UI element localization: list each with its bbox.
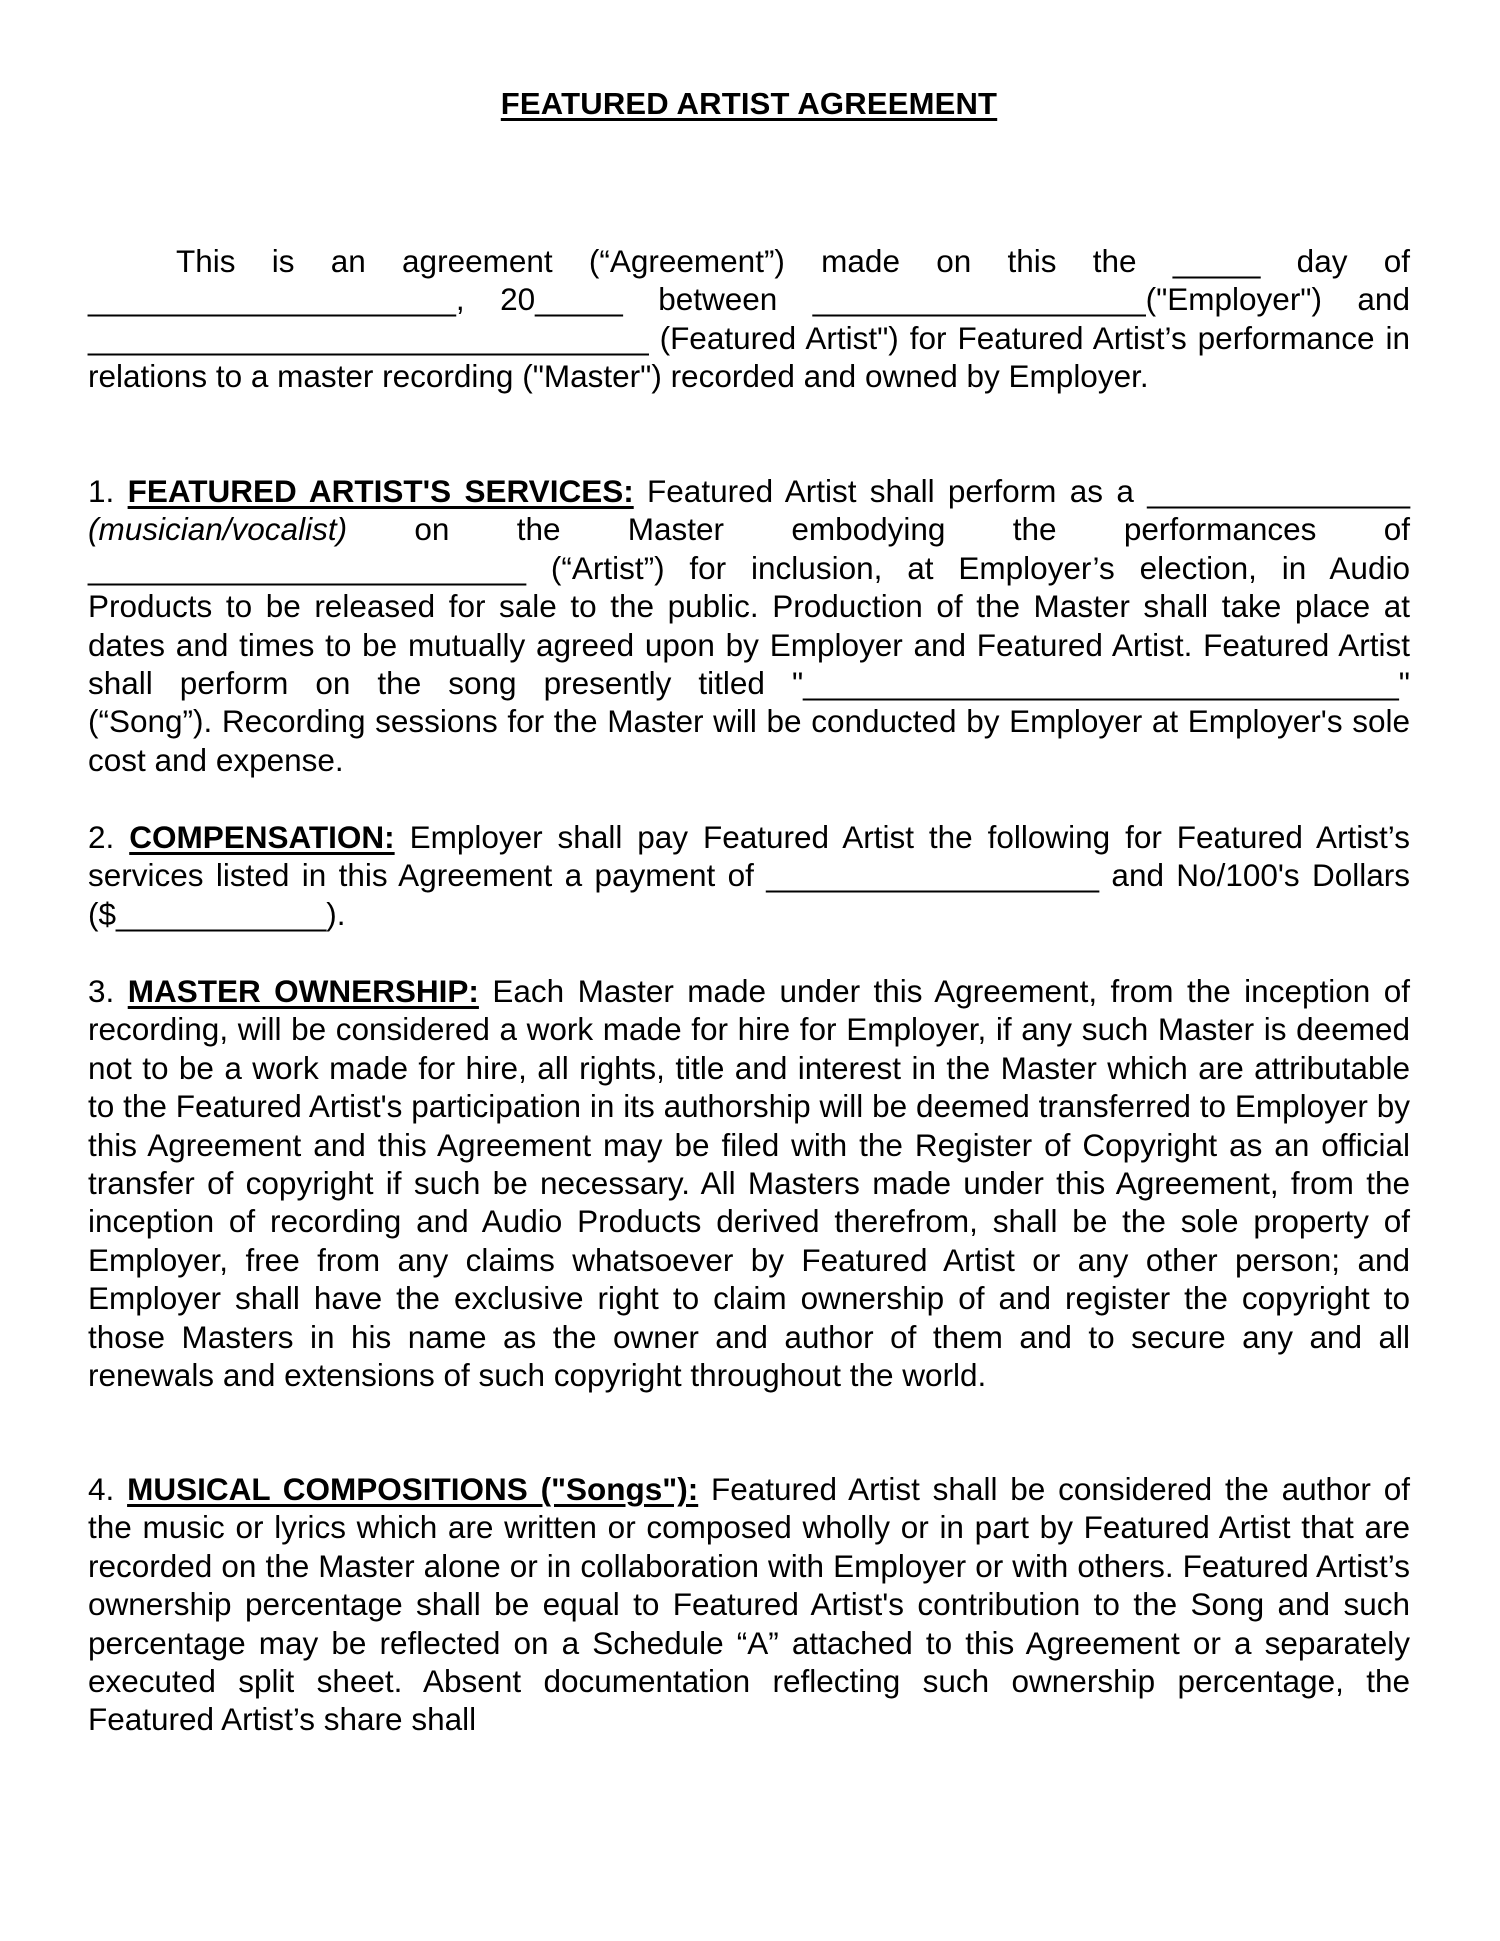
section-2-heading: COMPENSATION: bbox=[129, 819, 395, 855]
section-1-text-a: Featured Artist shall perform as a bbox=[647, 473, 1134, 509]
section-1-role: (musician/vocalist) bbox=[88, 511, 348, 548]
blank-artist: _________________________ bbox=[88, 549, 526, 586]
intro-paragraph bbox=[88, 242, 1410, 396]
section-1-heading: FEATURED ARTIST'S SERVICES: bbox=[127, 473, 634, 509]
intro-text-b: day of bbox=[1296, 243, 1410, 279]
blank-year: _____ bbox=[535, 281, 623, 318]
intro-text-e: ("Employer") and bbox=[1145, 281, 1410, 318]
section-2-text-a: Employer shall pay Featured Artist the following for Featured Artist’s services listed in this Agreement a payment of bbox=[88, 819, 1410, 894]
section-1-text-c: (“Artist”) for inclusion, at Employer’s election, in Audio Products to be released for sale to the public. Production of the Master shall take place at dates and times to be mutually agreed upon by Employer and Featured Artist. Featured Artist shall perform on the song presently titled bbox=[88, 549, 1410, 702]
intro-text-a: This is an agreement (“Agreement”) made on this the bbox=[176, 243, 1137, 279]
blank-employer: ___________________ bbox=[812, 281, 1146, 318]
document-title: FEATURED ARTIST AGREEMENT bbox=[500, 86, 998, 121]
blank-amount-words: ___________________ bbox=[766, 857, 1100, 894]
section-2-text-b: and No/100's Dollars ($ bbox=[88, 857, 1410, 932]
section-1-paragraph bbox=[88, 472, 1410, 779]
section-3-paragraph bbox=[88, 972, 1410, 1394]
section-4-text: Featured Artist shall be considered the author of the music or lyrics which are written or composed wholly or in part by Featured Artist that are recorded on the Master alone or in collaboration with Employer or with others. Featured Artist’s ownership percentage shall be equal to Featured Artist's contribution to the Song and such percentage may be reflected on a Schedule “A” attached to this Agreement or a separately executed split sheet. Absent documentation reflecting such ownership percentage, the Featured Artist’s share shall bbox=[88, 1471, 1410, 1738]
section-4-paragraph bbox=[88, 1470, 1410, 1739]
blank-song: "__________________________________" bbox=[791, 665, 1410, 702]
intro-text-c: , 20 bbox=[455, 281, 536, 318]
section-2-text-c: ). bbox=[326, 895, 346, 932]
section-3-number: 3. bbox=[88, 973, 115, 1009]
blank-month: _____________________ bbox=[88, 281, 456, 318]
section-2-number: 2. bbox=[88, 819, 115, 855]
section-1-text-d: (“Song”). Recording sessions for the Master will be conducted by Employer at Employer's sole cost and expense. bbox=[88, 703, 1410, 778]
section-3-text: Each Master made under this Agreement, from the inception of recording, will be considered a work made for hire for Employer, if any such Master is deemed not to be a work made for hire, all rights, title and interest in the Master which are attributable to the Featured Artist's participation in its authorship will be deemed transferred to Employer by this Agreement and this Agreement may be filed with the Register of Copyright as an official transfer of copyright if such be necessary. All Masters made under this Agreement, from the inception of recording and Audio Products derived therefrom, shall be the sole property of Employer, free from any claims whatsoever by Featured Artist or any other person; and Employer shall have the exclusive right to claim ownership of and register the copyright to those Masters in his name as the owner and author of them and to secure any and all renewals and extensions of such copyright throughout the world. bbox=[88, 973, 1410, 1394]
blank-role: _______________ bbox=[1147, 473, 1410, 509]
section-4-number: 4. bbox=[88, 1471, 115, 1507]
blank-featured-artist: ________________________________ bbox=[88, 319, 649, 356]
section-1-text-b: on the Master embodying the performances of bbox=[414, 511, 1410, 548]
section-1-number: 1. bbox=[88, 473, 115, 509]
section-3-heading: MASTER OWNERSHIP: bbox=[127, 973, 479, 1009]
section-4-heading: MUSICAL COMPOSITIONS ("Songs"): bbox=[127, 1471, 699, 1507]
section-2-paragraph bbox=[88, 818, 1410, 933]
intro-text-f: (Featured Artist") for Featured Artist’s performance in relations to a master recording ("Master") recorded and owned by Employer. bbox=[88, 319, 1410, 395]
blank-day: _____ bbox=[1172, 243, 1261, 279]
blank-amount: ____________ bbox=[116, 895, 327, 932]
intro-text-d: between bbox=[658, 281, 778, 318]
